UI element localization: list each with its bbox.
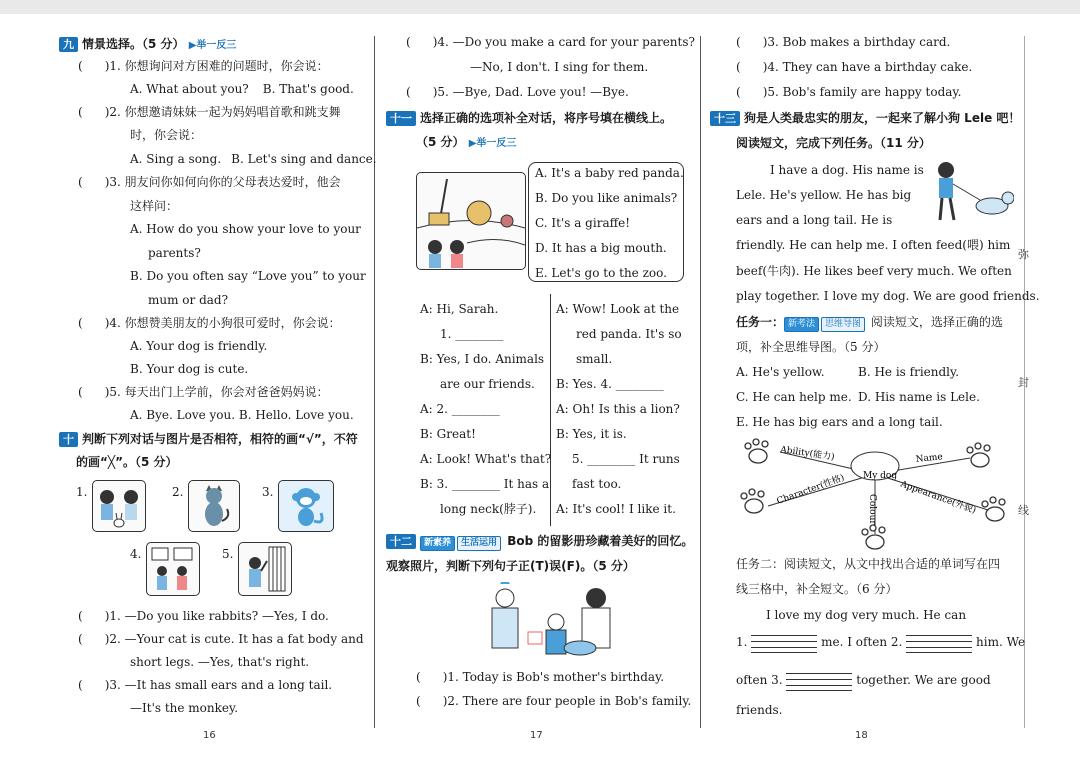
task-text-cont: 项，补全思维导图。（5 分）	[736, 340, 886, 354]
options-9-5: A. Bye. Love you. B. Hello. Love you.	[130, 408, 354, 422]
mind-map-name: Name	[915, 452, 944, 465]
question-9-2-cont: 时，你会说：	[130, 128, 203, 142]
option-9-4a: A. Your dog is friendly.	[130, 339, 268, 353]
task-text: 阅读短文，选择正确的选	[870, 315, 1003, 329]
option-9-3b-cont: mum or dad?	[148, 293, 229, 307]
fill-line: I love my dog very much. He can	[766, 608, 967, 622]
fill-line: friends.	[736, 703, 783, 717]
passage-line: play together. I love my dog. We are good friends.	[736, 289, 1040, 303]
fill-line: 1. me. I often 2. him. We	[736, 630, 1025, 655]
question-12-5: ( )5. Bob's family are happy today.	[736, 85, 962, 99]
section-title: 狗是人类最忠实的朋友，一起来了解小狗 Lele 吧！	[744, 111, 1021, 125]
question-10-3-cont: —It's the monkey.	[130, 701, 239, 715]
option-a: A. It's a baby red panda.	[535, 166, 684, 180]
question-9-2: ( )2. 你想邀请妹妹一起为妈妈唱首歌和跳支舞	[78, 105, 341, 119]
mind-map-center: My dog	[863, 471, 898, 481]
paw-icon	[862, 525, 885, 549]
question-12-3: ( )3. Bob makes a birthday card.	[736, 35, 951, 49]
question-10-5: ( )5. —Bye, Dad. Love you! —Bye.	[406, 85, 629, 99]
dialog-line: red panda. It's so	[576, 327, 682, 341]
section-title: Bob 的留影册珍藏着美好的回忆。	[507, 534, 694, 548]
dialog-line: 1. ________	[440, 327, 504, 341]
pic-label: 4.	[130, 547, 142, 561]
pic-label: 3.	[262, 485, 274, 499]
workbook-spread	[0, 14, 1080, 767]
zoo-image	[416, 172, 526, 270]
dialog-line: 5. ________ It runs	[572, 452, 680, 466]
mind-map	[740, 434, 1010, 554]
girl-walking-dog-image	[928, 160, 1014, 224]
task1-option-row: E. He has big ears and a long tail.	[736, 415, 943, 429]
dialog-line: A: Hi, Sarah.	[420, 302, 499, 316]
dialog-line: A: It's cool! I like it.	[556, 502, 676, 516]
task1-option-row: A. He's yellow. B. He is friendly.	[736, 365, 960, 379]
section-title: 判断下列对话与图片是否相符，相符的画“√”，不符	[82, 432, 358, 446]
section-tag: 新素养	[420, 536, 455, 551]
paw-icon	[967, 443, 990, 467]
options-box	[528, 162, 684, 282]
mind-map-character: Character(性格)	[775, 473, 846, 507]
page-number: 17	[530, 730, 543, 741]
question-9-5: ( )5. 每天出门上学前，你会对爸爸妈妈说：	[78, 385, 329, 399]
seal-line-char: 封	[1018, 376, 1029, 389]
pic-label: 1.	[76, 485, 88, 499]
question-12-1: ( )1. Today is Bob's mother's birthday.	[416, 670, 665, 684]
answer-writing-lines[interactable]	[786, 671, 852, 691]
section-number: 十二	[386, 534, 416, 549]
passage-line: beef(牛肉). He likes beef very much. We often	[736, 264, 1012, 278]
passage-line: ears and a long tail. He is	[736, 213, 893, 227]
column-divider	[700, 36, 701, 728]
dialog-line: B: 3. ________ It has a	[420, 477, 550, 491]
pic-label: 5.	[222, 547, 234, 561]
option-9-4b: B. Your dog is cute.	[130, 362, 249, 376]
paw-icon	[741, 489, 764, 513]
page-number: 18	[855, 730, 868, 741]
section-number: 九	[59, 37, 78, 52]
section-tag: ▶举一反三	[188, 40, 237, 51]
pic-label: 2.	[172, 485, 184, 499]
column-divider	[374, 36, 375, 728]
passage-line: I have a dog. His name is	[770, 163, 924, 177]
family-card-image	[146, 542, 200, 596]
dialog-line: B: Great!	[420, 427, 476, 441]
question-10-4-cont: —No, I don't. I sing for them.	[470, 60, 649, 74]
answer-writing-lines[interactable]	[751, 633, 817, 653]
dialog-line: A: Look! What's that?	[420, 452, 552, 466]
question-10-2: ( )2. —Your cat is cute. It has a fat body and	[78, 632, 364, 646]
cat-image	[188, 480, 240, 532]
dialog-line: B: Yes. 4. ________	[556, 377, 664, 391]
question-9-3-cont: 这样问：	[130, 199, 179, 213]
question-10-4: ( )4. —Do you make a card for your parents?	[406, 35, 695, 49]
goodbye-image	[238, 542, 292, 596]
question-12-4: ( )4. They can have a birthday cake.	[736, 60, 973, 74]
mind-map-appearance: Appearance(外貌)	[898, 479, 978, 517]
dialog-divider	[550, 294, 551, 526]
section-title-cont: 观察照片，判断下列句子正(T)误(F)。（5 分）	[386, 559, 635, 573]
option-e: E. Let's go to the zoo.	[535, 266, 667, 280]
option-b: B. Do you like animals?	[535, 191, 678, 205]
task-tag: 思维导图	[821, 317, 865, 332]
section-score: （5 分）	[416, 135, 465, 149]
kids-rabbit-image	[92, 480, 146, 532]
section-number: 十一	[386, 111, 416, 126]
passage-line: Lele. He's yellow. He has big	[736, 188, 912, 202]
dialog-line: fast too.	[572, 477, 622, 491]
mind-map-ability: Ability(能力)	[779, 445, 836, 463]
section-tag: 生活运用	[457, 536, 501, 551]
question-9-1: ( )1. 你想询问对方困难的问题时，你会说：	[78, 59, 329, 73]
task-label: 任务一：	[736, 315, 785, 329]
options-9-1: A. What about you? B. That's good.	[130, 82, 354, 96]
question-10-1: ( )1. —Do you like rabbits? —Yes, I do.	[78, 609, 329, 623]
option-9-3b: B. Do you often say “Love you” to your	[130, 269, 366, 283]
option-9-3a: A. How do you show your love to your	[130, 222, 361, 236]
page-number: 16	[203, 730, 216, 741]
task2-text-cont: 线三格中，补全短文。（6 分）	[736, 582, 898, 596]
option-9-3a-cont: parents?	[148, 246, 201, 260]
paw-icon	[745, 439, 768, 463]
section-title-cont: 的画“╳”。（5 分）	[76, 455, 178, 469]
dialog-line: B: Yes, I do. Animals	[420, 352, 545, 366]
section-number: 十	[59, 432, 78, 447]
question-12-2: ( )2. There are four people in Bob's family.	[416, 694, 692, 708]
monkey-image	[278, 480, 334, 532]
section-title: 情景选择。（5 分）	[82, 37, 185, 51]
dialog-line: A: Oh! Is this a lion?	[556, 402, 680, 416]
option-d: D. It has a big mouth.	[535, 241, 667, 255]
question-10-2-cont: short legs. —Yes, that's right.	[130, 655, 310, 669]
question-9-3: ( )3. 朋友问你如何向你的父母表达爱时，他会	[78, 175, 341, 189]
task-tag: 新考法	[784, 317, 819, 332]
task2-text: 任务二：阅读短文，从文中找出合适的单词写在四	[736, 557, 1001, 571]
fill-line: often 3. together. We are good	[736, 668, 991, 693]
answer-writing-lines[interactable]	[906, 633, 972, 653]
option-c: C. It's a giraffe!	[535, 216, 631, 230]
seal-line-char: 线	[1018, 504, 1029, 517]
section-tag: ▶举一反三	[468, 138, 517, 149]
passage-line: friendly. He can help me. I often feed(喂) him	[736, 238, 1011, 252]
question-9-4: ( )4. 你想赞美朋友的小狗很可爱时，你会说：	[78, 316, 341, 330]
options-9-2: A. Sing a song. B. Let's sing and dance.	[130, 152, 377, 166]
family-photo-image	[478, 582, 628, 666]
dialog-line: are our friends.	[440, 377, 535, 391]
dialog-line: A: 2. ________	[420, 402, 500, 416]
task1-option-row: C. He can help me. D. His name is Lele.	[736, 390, 980, 404]
dialog-line: long neck(脖子).	[440, 502, 537, 516]
question-10-3: ( )3. —It has small ears and a long tail.	[78, 678, 333, 692]
dialog-line: A: Wow! Look at the	[556, 302, 680, 316]
section-title-cont: 阅读短文，完成下列任务。（11 分）	[736, 136, 931, 150]
seal-line-char: 弥	[1018, 248, 1029, 261]
mind-map-colour: Colour	[867, 494, 877, 525]
section-number: 十三	[710, 111, 740, 126]
section-title: 选择正确的选项补全对话，将序号填在横线上。	[420, 111, 673, 125]
dialog-line: B: Yes, it is.	[556, 427, 627, 441]
dialog-line: small.	[576, 352, 613, 366]
